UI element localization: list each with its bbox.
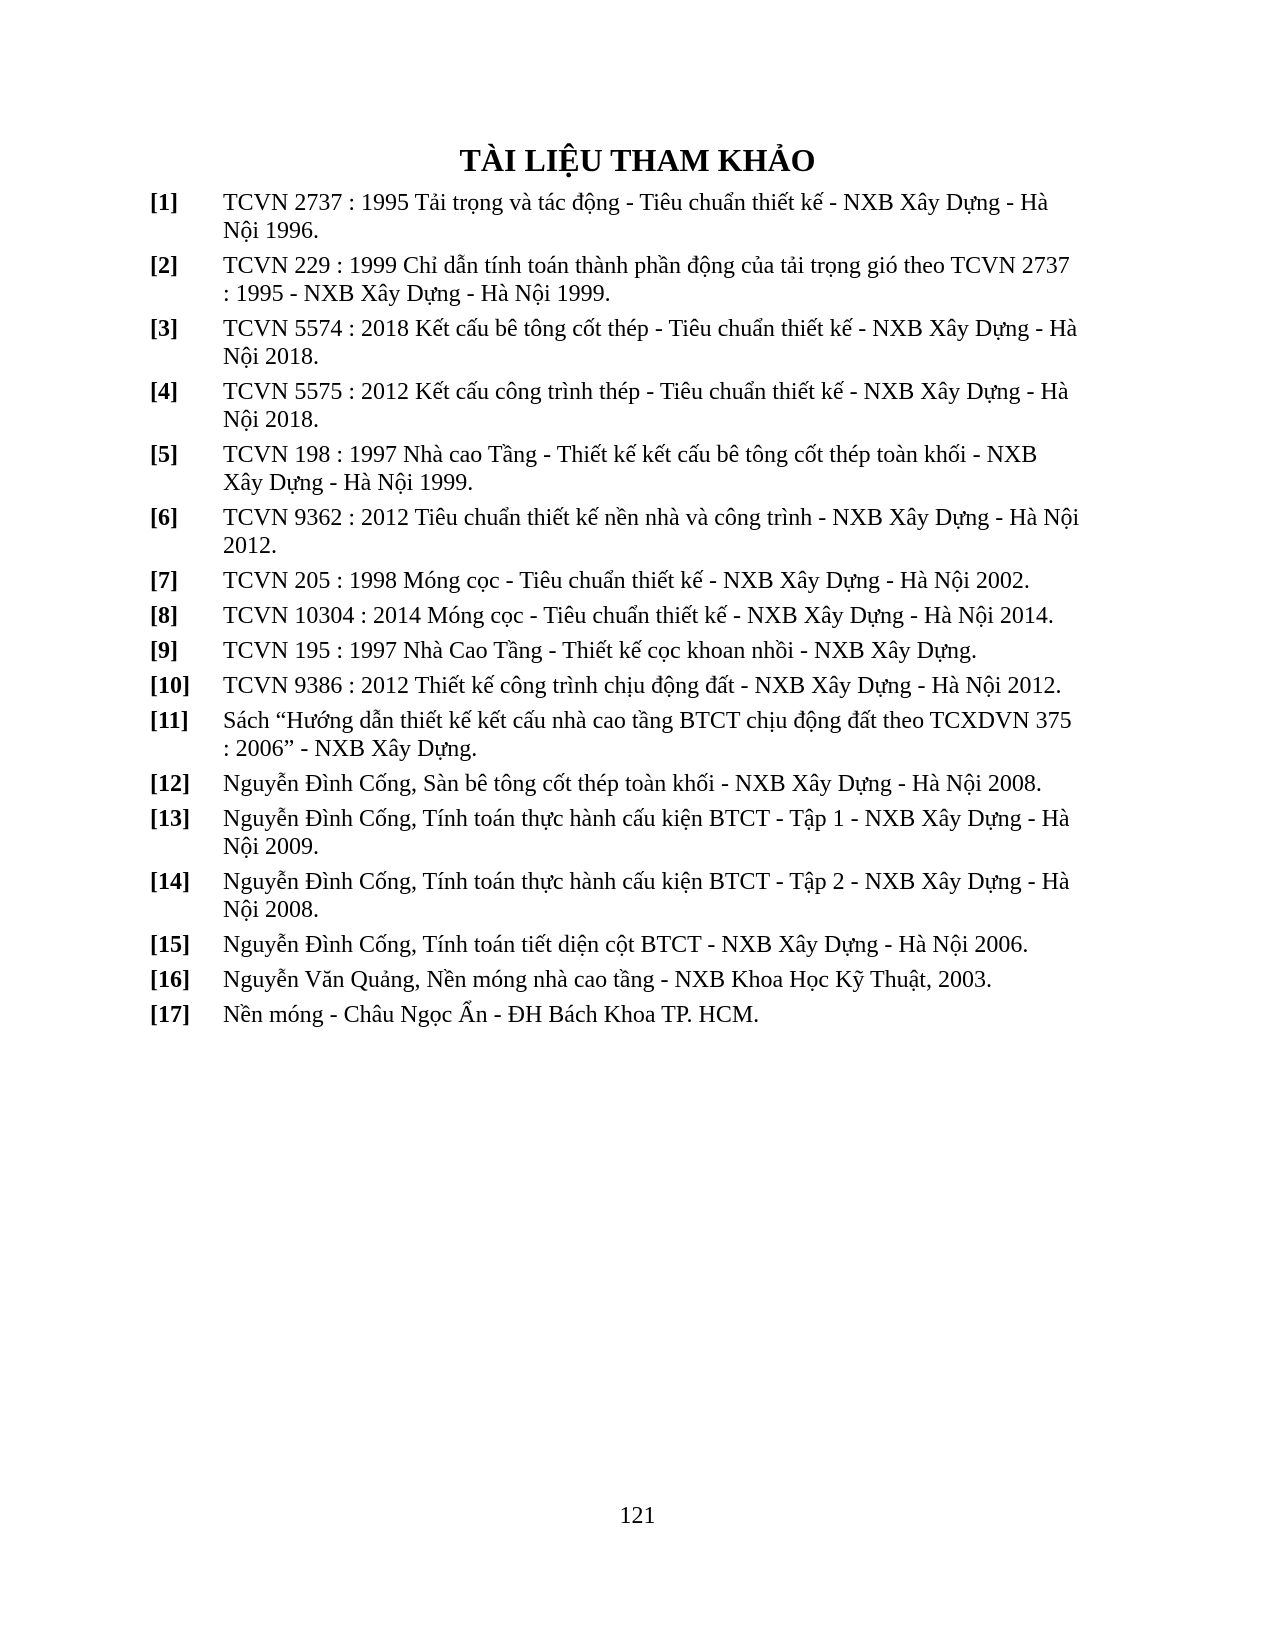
reference-item [150, 868, 1120, 924]
reference-item [150, 189, 1120, 245]
reference-item [150, 770, 1120, 798]
reference-number: [16] [150, 967, 190, 993]
reference-text: Nguyễn Văn Quảng, Nền móng nhà cao tầng - NXB Khoa Học Kỹ Thuật, 2003. [223, 967, 992, 993]
reference-number: [3] [150, 316, 178, 342]
reference-number: [7] [150, 568, 178, 594]
reference-text: TCVN 5574 : 2018 Kết cấu bê tông cốt thép - Tiêu chuẩn thiết kế - NXB Xây Dựng - Hà Nội 2018. [223, 316, 1078, 370]
reference-number: [9] [150, 638, 178, 664]
reference-number: [11] [150, 708, 189, 734]
reference-number: [13] [150, 806, 190, 832]
reference-text: Nguyễn Đình Cống, Tính toán thực hành cấu kiện BTCT - Tập 2 - NXB Xây Dựng - Hà Nội 2008. [223, 869, 1070, 923]
reference-text: Nguyễn Đình Cống, Tính toán tiết diện cột BTCT - NXB Xây Dựng - Hà Nội 2006. [223, 932, 1029, 958]
reference-item [150, 602, 1120, 630]
reference-item [150, 1001, 1120, 1029]
reference-text: TCVN 9386 : 2012 Thiết kế công trình chịu động đất - NXB Xây Dựng - Hà Nội 2012. [223, 673, 1062, 699]
page-title: TÀI LIỆU THAM KHẢO [459, 142, 816, 178]
reference-number: [1] [150, 190, 178, 216]
reference-number: [4] [150, 379, 178, 405]
reference-number: [14] [150, 869, 190, 895]
reference-item [150, 567, 1120, 595]
reference-item [150, 707, 1120, 763]
reference-item [150, 637, 1120, 665]
reference-item [150, 378, 1120, 434]
reference-text: TCVN 229 : 1999 Chỉ dẫn tính toán thành phần động của tải trọng gió theo TCVN 2737 : 1995 - NXB Xây Dựng - Hà Nội 1999. [223, 253, 1070, 307]
reference-item [150, 931, 1120, 959]
reference-item [150, 441, 1120, 497]
reference-text: TCVN 2737 : 1995 Tải trọng và tác động - Tiêu chuẩn thiết kế - NXB Xây Dựng - Hà Nội 1996. [223, 190, 1049, 244]
reference-number: [8] [150, 603, 178, 629]
reference-text: Sách “Hướng dẫn thiết kế kết cấu nhà cao tầng BTCT chịu động đất theo TCXDVN 375 : 2006” - NXB Xây Dựng. [223, 708, 1072, 762]
reference-item [150, 252, 1120, 308]
reference-text: Nguyễn Đình Cống, Sàn bê tông cốt thép toàn khối - NXB Xây Dựng - Hà Nội 2008. [223, 771, 1042, 797]
reference-number: [12] [150, 771, 190, 797]
reference-item [150, 966, 1120, 994]
reference-text: TCVN 5575 : 2012 Kết cấu công trình thép - Tiêu chuẩn thiết kế - NXB Xây Dựng - Hà Nội 2018. [223, 379, 1069, 433]
reference-text: TCVN 195 : 1997 Nhà Cao Tầng - Thiết kế cọc khoan nhồi - NXB Xây Dựng. [223, 638, 977, 664]
reference-text: TCVN 198 : 1997 Nhà cao Tầng - Thiết kế kết cấu bê tông cốt thép toàn khối - NXB Xây Dựng - Hà Nội 1999. [223, 442, 1038, 496]
reference-number: [15] [150, 932, 190, 958]
reference-text: Nguyễn Đình Cống, Tính toán thực hành cấu kiện BTCT - Tập 1 - NXB Xây Dựng - Hà Nội 2009. [223, 806, 1070, 860]
reference-list [150, 189, 1120, 1036]
reference-item [150, 315, 1120, 371]
reference-text: TCVN 9362 : 2012 Tiêu chuẩn thiết kế nền nhà và công trình - NXB Xây Dựng - Hà Nội 2012. [223, 505, 1080, 559]
reference-number: [17] [150, 1002, 190, 1028]
reference-number: [5] [150, 442, 178, 468]
reference-number: [10] [150, 673, 190, 699]
reference-text: Nền móng - Châu Ngọc Ẩn - ĐH Bách Khoa TP. HCM. [223, 1002, 760, 1028]
page-number: 121 [619, 1503, 656, 1529]
reference-number: [6] [150, 505, 178, 531]
reference-item [150, 672, 1120, 700]
reference-number: [2] [150, 253, 178, 279]
reference-item [150, 805, 1120, 861]
reference-text: TCVN 10304 : 2014 Móng cọc - Tiêu chuẩn thiết kế - NXB Xây Dựng - Hà Nội 2014. [223, 603, 1054, 629]
reference-item [150, 504, 1120, 560]
reference-text: TCVN 205 : 1998 Móng cọc - Tiêu chuẩn thiết kế - NXB Xây Dựng - Hà Nội 2002. [223, 568, 1030, 594]
